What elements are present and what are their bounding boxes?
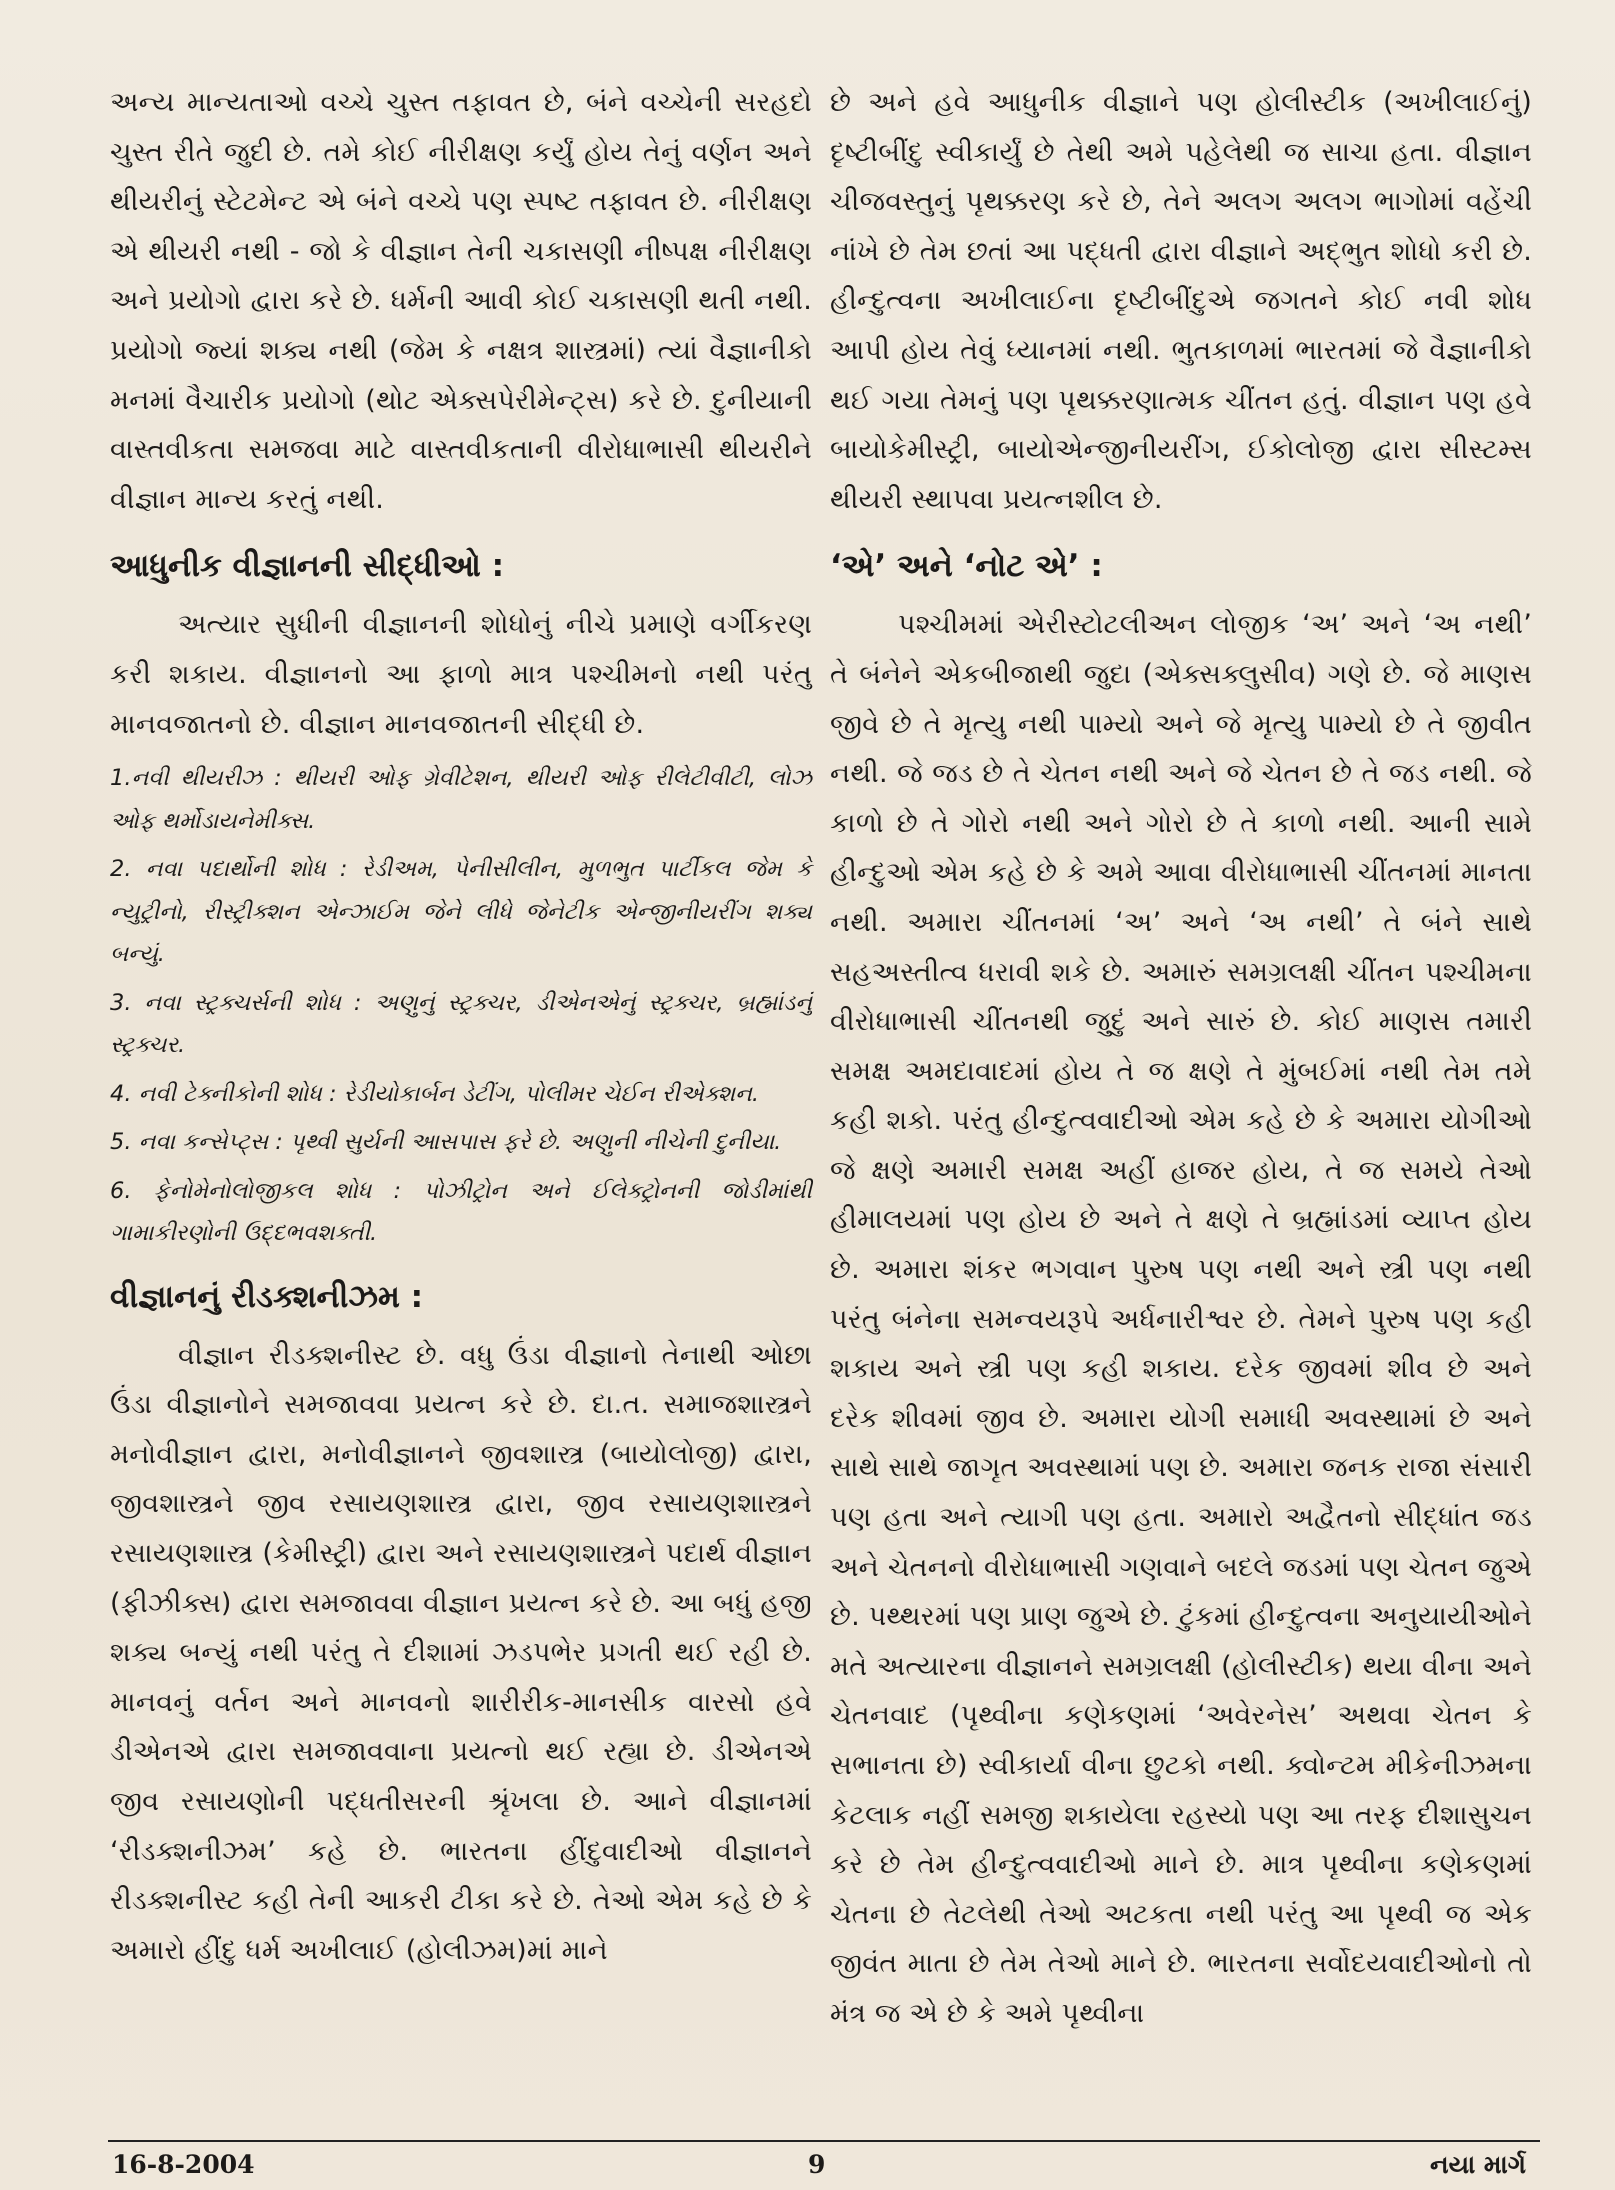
left-column xyxy=(110,78,812,1975)
holistic-paragraph: છે અને હવે આધુનીક વીજ્ઞાને પણ હોલીસ્ટીક (અખીલાઈનું) દૃષ્ટીબીંદુ સ્વીકાર્યું છે તેથી અમે પહેલેથી જ સાચા હતા. વીજ્ઞાન ચીજવસ્તુનું પૃથક્કરણ કરે છે, તેને અલગ અલગ ભાગોમાં વહેંચી નાંખે છે તેમ છતાં આ પદ્ધતી દ્વારા વીજ્ઞાને અદ્ભુત શોધો કરી છે. હીન્દુત્વના અખીલાઈના દૃષ્ટીબીંદુએ જગતને કોઈ નવી શોધ આપી હોય તેવું ધ્યાનમાં નથી. ભુતકાળમાં ભારતમાં જે વૈજ્ઞાનીકો થઈ ગયા તેમનું પણ પૃથક્કરણાત્મક ચીંતન હતું. વીજ્ઞાન પણ હવે બાયોકેમીસ્ટ્રી, બાયોએન્જીનીયરીંગ, ઈકોલોજી દ્વારા સીસ્ટમ્સ થીયરી સ્થાપવા પ્રયત્નશીલ છે. xyxy=(830,87,1532,515)
reductionism-paragraph: વીજ્ઞાન રીડક્શનીસ્ટ છે. વધુ ઉંડા વીજ્ઞાનો તેનાથી ઓછા ઉંડા વીજ્ઞાનોને સમજાવવા પ્રયત્ન કરે છે. દા.ત. સમાજશાસ્ત્રને મનોવીજ્ઞાન દ્વારા, મનોવીજ્ઞાનને જીવશાસ્ત્ર (બાયોલોજી) દ્વારા, જીવશાસ્ત્રને જીવ રસાયણશાસ્ત્ર દ્વારા, જીવ રસાયણશાસ્ત્રને રસાયણશાસ્ત્ર (કેમીસ્ટ્રી) દ્વારા અને રસાયણશાસ્ત્રને પદાર્થ વીજ્ઞાન (ફીઝીક્સ) દ્વારા સમજાવવા વીજ્ઞાન પ્રયત્ન કરે છે. આ બધું હજી શક્ય બન્યું નથી પરંતુ તે દીશામાં ઝડપભેર પ્રગતી થઈ રહી છે. માનવનું વર્તન અને માનવનો શારીરીક-માનસીક વારસો હવે ડીએનએ દ્વારા સમજાવવાના પ્રયત્નો થઈ રહ્યા છે. ડીએનએ જીવ રસાયણોની પદ્ધતીસરની શ્રૃંખલા છે. આને વીજ્ઞાનમાં ‘રીડક્શનીઝમ’ કહે છે. ભારતના હીંદુવાદીઓ વીજ્ઞાનને રીડક્શનીસ્ટ કહી તેની આકરી ટીકા કરે છે. તેઓ એમ કહે છે કે અમારો હીંદુ ધર્મ અખીલાઈ (હોલીઝમ)માં માને xyxy=(110,1339,812,1966)
footer-date: 16-8-2004 xyxy=(112,2150,255,2179)
logic-paragraph: પશ્ચીમમાં એરીસ્ટોટલીઅન લોજીક ‘અ’ અને ‘અ નથી’ તે બંનેને એકબીજાથી જુદા (એક્સક્લુસીવ) ગણે છે. જે માણસ જીવે છે તે મૃત્યુ નથી પામ્યો અને જે મૃત્યુ પામ્યો છે તે જીવીત નથી. જે જડ છે તે ચેતન નથી અને જે ચેતન છે તે જડ નથી. જે કાળો છે તે ગોરો નથી અને ગોરો છે તે કાળો નથી. આની સામે હીન્દુઓ એમ કહે છે કે અમે આવા વીરોધાભાસી ચીંતનમાં માનતા નથી. અમારા ચીંતનમાં ‘અ’ અને ‘અ નથી’ તે બંને સાથે સહઅસ્તીત્વ ધરાવી શકે છે. અમારું સમગ્રલક્ષી ચીંતન પશ્ચીમના વીરોધાભાસી ચીંતનથી જુદું અને સારું છે. કોઈ માણસ તમારી સમક્ષ અમદાવાદમાં હોય તે જ ક્ષણે તે મુંબઈમાં નથી તેમ તમે કહી શકો. પરંતુ હીન્દુત્વવાદીઓ એમ કહે છે કે અમારા યોગીઓ જે ક્ષણે અમારી સમક્ષ અહીં હાજર હોય, તે જ સમયે તેઓ હીમાલયમાં પણ હોય છે અને તે ક્ષણે તે બ્રહ્માંડમાં વ્યાપ્ત હોય છે. અમારા શંકર ભગવાન પુરુષ પણ નથી અને સ્ત્રી પણ નથી પરંતુ બંનેના સમન્વયરૂપે અર્ધનારીશ્વર છે. તેમને પુરુષ પણ કહી શકાય અને સ્ત્રી પણ કહી શકાય. દરેક જીવમાં શીવ છે અને દરેક શીવમાં જીવ છે. અમારા યોગી સમાધી અવસ્થામાં છે અને સાથે સાથે જાગૃત અવસ્થામાં પણ છે. અમારા જનક રાજા સંસારી પણ હતા અને ત્યાગી પણ હતા. અમારો અદ્વૈતનો સીદ્ધાંત જડ અને ચેતનનો વીરોધાભાસી ગણવાને બદલે જડમાં પણ ચેતન જુએ છે. પથ્થરમાં પણ પ્રાણ જુએ છે. ટુંકમાં હીન્દુત્વના અનુયાયીઓને મતે અત્યારના વીજ્ઞાનને સમગ્રલક્ષી (હોલીસ્ટીક) થયા વીના અને ચેતનવાદ (પૃથ્વીના કણેકણમાં ‘અવેરનેસ’ અથવા ચેતન કે સભાનતા છે) સ્વીકાર્યા વીના છુટકો નથી. ક્વોન્ટમ મીકેનીઝમના કેટલાક નહીં સમજી શકાયેલા રહસ્યો પણ આ તરફ દીશાસુચન કરે છે તેમ હીન્દુત્વવાદીઓ માને છે. માત્ર પૃથ્વીના કણેકણમાં ચેતના છે તેટલેથી તેઓ અટકતા નથી પરંતુ આ પૃથ્વી જ એક જીવંત માતા છે તેમ તેઓ માને છે. ભારતના સર્વોદયવાદીઓનો તો મંત્ર જ એ છે કે અમે પૃથ્વીના xyxy=(830,609,1532,2029)
list-item: 5. નવા કન્સેપ્ટ્સ : પૃથ્વી સુર્યની આસપાસ ફરે છે. અણુની નીચેની દુનીયા. xyxy=(110,1129,782,1156)
achievements-paragraph: અત્યાર સુધીની વીજ્ઞાનની શોધોનું નીચે પ્રમાણે વર્ગીકરણ કરી શકાય. વીજ્ઞાનનો આ ફાળો માત્ર પશ્ચીમનો નથી પરંતુ માનવજાતનો છે. વીજ્ઞાન માનવજાતની સીદ્ધી છે. xyxy=(110,609,812,740)
right-column xyxy=(830,78,1532,2039)
left-intro-paragraph: અન્ય માન્યતાઓ વચ્ચે ચુસ્ત તફાવત છે, બંને વચ્ચેની સરહદો ચુસ્ત રીતે જુદી છે. તમે કોઈ નીરીક્ષણ કર્યું હોય તેનું વર્ણન અને થીયરીનું સ્ટેટમેન્ટ એ બંને વચ્ચે પણ સ્પષ્ટ તફાવત છે. નીરીક્ષણ એ થીયરી નથી - જો કે વીજ્ઞાન તેની ચકાસણી નીષ્પક્ષ નીરીક્ષણ અને પ્રયોગો દ્વારા કરે છે. ધર્મની આવી કોઈ ચકાસણી થતી નથી. પ્રયોગો જ્યાં શક્ય નથી (જેમ કે નક્ષત્ર શાસ્ત્રમાં) ત્યાં વૈજ્ઞાનીકો મનમાં વૈચારીક પ્રયોગો (થોટ એક્સપેરીમેન્ટ્સ) કરે છે. દુનીયાની વાસ્તવીકતા સમજવા માટે વાસ્તવીકતાની વીરોધાભાસી થીયરીને વીજ્ઞાન માન્ય કરતું નથી. xyxy=(110,87,812,515)
list-item: 3. નવા સ્ટ્રક્ચર્સની શોધ : અણુનું સ્ટ્રક્ચર, ડીએનએનું સ્ટ્રક્ચર, બ્રહ્માંડનું સ્ટ્રક્ચર. xyxy=(110,989,812,1059)
list-item: 4. નવી ટેક્નીકોની શોધ : રેડીયોકાર્બન ડેટીંગ, પોલીમર ચેઈન રીએક્શન. xyxy=(110,1080,760,1107)
magazine-name: નયા માર્ગ xyxy=(1430,2150,1526,2179)
list-item: 2. નવા પદાર્થોની શોધ : રેડીઅમ, પેનીસીલીન, મુળભુત પાર્ટીકલ જેમ કે ન્યુટ્રીનો, રીસ્ટ્રીક્શન એન્ઝાઈમ જેને લીધે જેનેટીક એન્જીનીયરીંગ શક્ય બન્યું. xyxy=(110,856,812,968)
footer-divider xyxy=(108,2140,1540,2142)
heading-science-achievements: આધુનીક વીજ્ઞાનની સીદ્ધીઓ : xyxy=(110,548,505,585)
page-number: 9 xyxy=(808,2150,826,2179)
heading-reductionism: વીજ્ઞાનનું રીડક્શનીઝમ : xyxy=(110,1278,424,1315)
achievements-list xyxy=(110,757,812,1255)
list-item: 6. ફેનોમેનોલોજીકલ શોધ : પોઝીટ્રોન અને ઈલેક્ટ્રોનની જોડીમાંથી ગામાકીરણોની ઉદ્દભવશક્તી. xyxy=(110,1177,812,1247)
heading-a-and-not-a: ‘એ’ અને ‘નોટ એ’ : xyxy=(830,548,1103,585)
list-item: 1.નવી થીયરીઝ : થીયરી ઓફ ગ્રેવીટેશન, થીયરી ઓફ રીલેટીવીટી, લોઝ ઓફ થર્મોડાયનેમીક્સ. xyxy=(110,765,812,834)
